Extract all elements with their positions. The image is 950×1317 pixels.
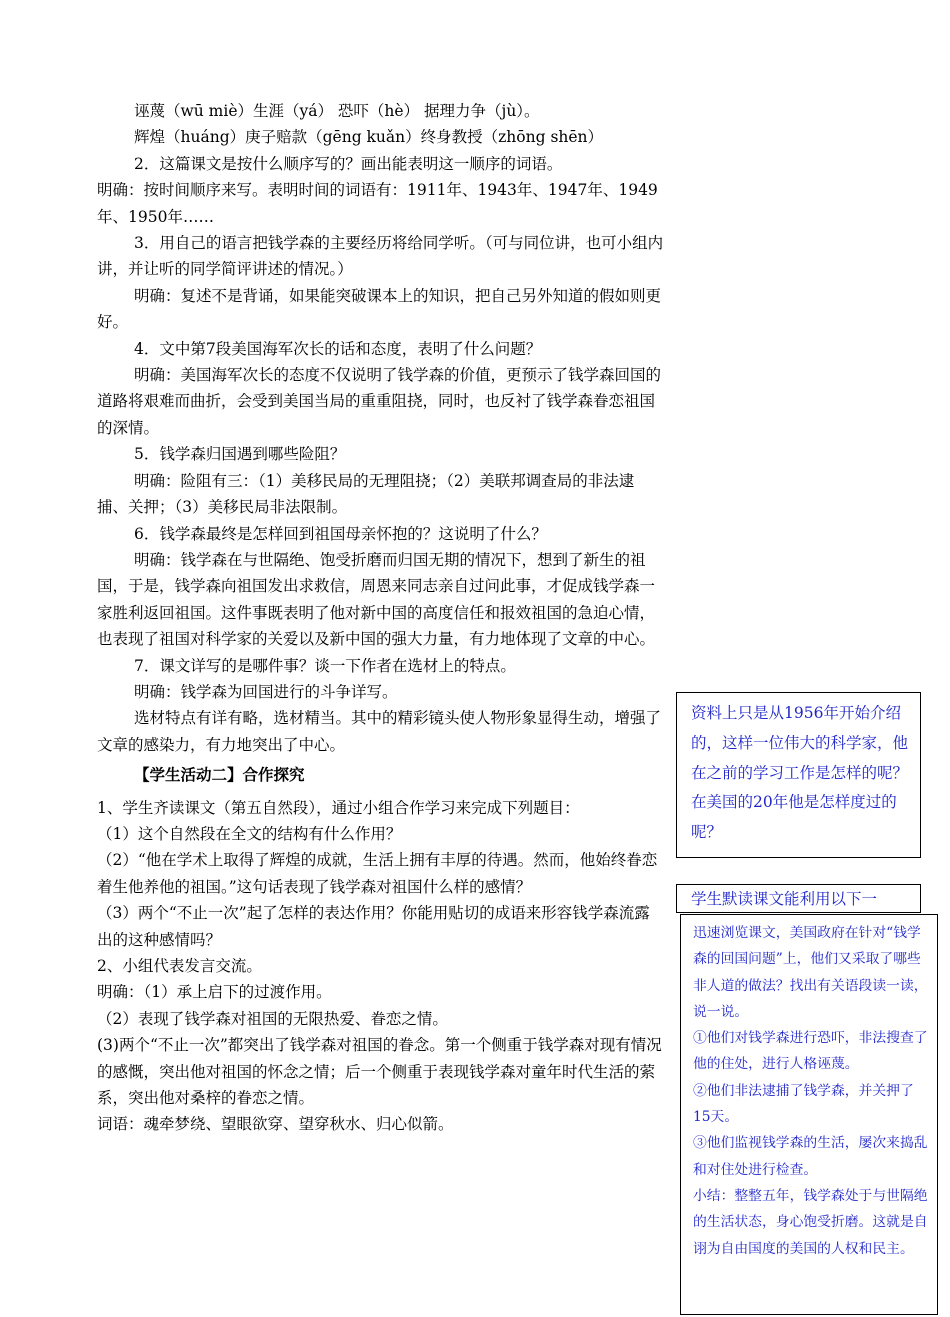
answer-6: 明确：钱学森在与世隔绝、饱受折磨而归国无期的情况下，想到了新生的祖国，于是，钱学森向祖国发出求救信，周恩来同志亲自过问此事，才促成钱学森一家胜利返回祖国。这件事既表明了他对新中国的高度信任和报效祖国的急迫心情，也表现了祖国对科学家的关爱以及新中国的强大力量，有力地体现了文章的中心。: [97, 550, 656, 649]
answer-5: 明确：险阻有三：（1）美移民局的无理阻挠；（2）美联邦调查局的非法逮捕、关押；（3）美移民局非法限制。: [97, 471, 635, 517]
box3-intro: 迅速浏览课文，美国政府在针对“钱学森的回国问题”上，他们又采取了哪些非人道的做法？找出有关语段读一读，说一说。: [693, 925, 928, 1020]
sidebar-note-box-2: [676, 884, 921, 913]
answer-7b: 选材特点有详有略，选材精当。其中的精彩镜头使人物形象显得生动，增强了文章的感染力，有力地突出了中心。: [97, 709, 662, 754]
question-4: 4．文中第7段美国海军次长的话和态度，表明了什么问题？: [134, 339, 542, 358]
question-5: 5．钱学森归国遇到哪些险阻？: [134, 445, 346, 464]
box3-summary: 小结：整整五年，钱学森处于与世隔绝的生活状态，身心饱受折磨。这就是自诩为自由国度的美国的人权和民主。: [693, 1187, 928, 1257]
question-3: 3．用自己的语言把钱学森的主要经历将给同学听。（可与同位讲，也可小组内讲，并让听的同学简评讲述的情况。）: [97, 234, 664, 279]
vocabulary-words: 词语：魂牵梦绕、望眼欲穿、望穿秋水、归心似箭。: [97, 1115, 454, 1134]
task-1-2: （2）“他在学术上取得了辉煌的成就，生活上拥有丰厚的待遇。然而，他始终眷恋着生他养他的祖国。”这句话表现了钱学森对祖国什么样的感情？: [97, 851, 658, 896]
task-1: 1、学生齐读课文（第五自然段），通过小组合作学习来完成下列题目：: [97, 798, 580, 817]
box1-text-2: 在美国的20年他是怎样度过的呢？: [691, 793, 897, 842]
activity-heading: 【学生活动二】合作探究: [134, 765, 305, 785]
box1-text-1: 资料上只是从1956年开始介绍的，这样一位伟大的科学家，他在之前的学习工作是怎样的呢？: [691, 704, 909, 782]
box3-point-2: ②他们非法逮捕了钱学森，并关押了15天。: [693, 1082, 914, 1126]
box3-point-3: ③他们监视钱学森的生活，屡次来捣乱和对住处进行检查。: [693, 1135, 928, 1178]
task-1-3: （3）两个“不止一次”起了怎样的表达作用？你能用贴切的成语来形容钱学森流露出的这种感情吗？: [97, 904, 650, 949]
question-7: 7．课文详写的是哪件事？谈一下作者在选材上的特点。: [134, 656, 516, 675]
sidebar-note-box-1: [676, 692, 921, 858]
answer-7a: 明确：钱学森为回国进行的斗争详写。: [134, 682, 398, 701]
pinyin-line-2: 辉煌（huáng）庚子赔款（gēng kuǎn）终身教授（zhōng shēn）: [134, 128, 604, 147]
task-2: 2、小组代表发言交流。: [97, 957, 262, 975]
answer-task-3: (3)两个“不止一次”都突出了钱学森对祖国的眷念。第一个侧重于钱学森对现有情况的感慨，突出他对祖国的怀念之情；后一个侧重于表现钱学森对童年时代生活的萦系，突出他对桑梓的眷恋之情。: [97, 1036, 662, 1108]
question-6: 6．钱学森最终是怎样回到祖国母亲怀抱的？这说明了什么？: [134, 524, 547, 543]
task-1-1: （1）这个自然段在全文的结构有什么作用？: [97, 824, 402, 843]
box3-point-1: ①他们对钱学森进行恐吓，非法搜查了他的住处，进行人格诬蔑。: [693, 1030, 928, 1073]
answer-2: 明确：按时间顺序来写。表明时间的词语有：1911年、1943年、1947年、1949年、1950年……: [97, 181, 658, 226]
question-2: 2．这篇课文是按什么顺序写的？画出能表明这一顺序的词语。: [134, 154, 563, 173]
answer-3: 明确：复述不是背诵，如果能突破课本上的知识，把自己另外知道的假如则更好。: [97, 286, 662, 332]
main-text: [97, 98, 665, 1138]
answer-task-2: （2）表现了钱学森对祖国的无限热爱、眷恋之情。: [97, 1009, 448, 1028]
pinyin-line-1: 诬蔑（wū miè）生涯（yá） 恐吓（hè） 据理力争（jù）。: [134, 102, 540, 120]
answer-4: 明确：美国海军次长的态度不仅说明了钱学森的价值，更预示了钱学森回国的道路将艰难而曲折，会受到美国当局的重重阻挠，同时，也反衬了钱学森眷恋祖国的深情。: [97, 366, 662, 437]
box2-text: 学生默读课文能利用以下一: [691, 890, 878, 908]
answer-task-1: 明确：（1）承上启下的过渡作用。: [97, 983, 332, 1002]
sidebar-note-box-3: [680, 914, 938, 1315]
